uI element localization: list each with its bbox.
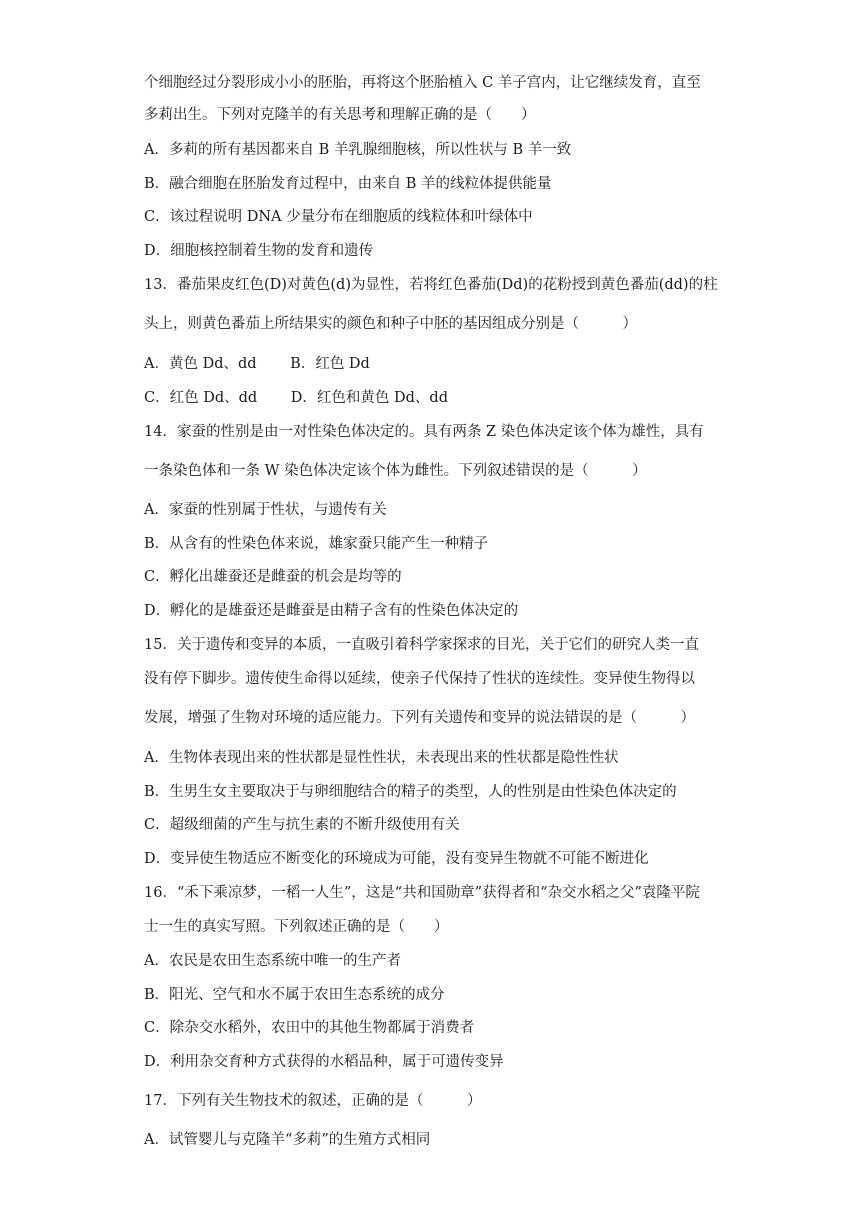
q15-option-c: C．超级细菌的产生与抗生素的不断升级使用有关 — [144, 817, 460, 833]
q16-option-d: D．利用杂交育种方式获得的水稻品种，属于可遗传变异 — [144, 1054, 504, 1070]
q17-stem-line-1: 17．下列有关生物技术的叙述，正确的是（ ） — [144, 1093, 482, 1109]
q14-stem-line-1: 14．家蚕的性别是由一对性染色体决定的。具有两条 Z 染色体决定该个体为雄性，具有 — [144, 424, 704, 440]
q15-stem-line-2: 没有停下脚步。遗传使生命得以延续，使亲子代保持了性状的连续性。变异使生物得以 — [144, 671, 695, 687]
q16-option-b: B．阳光、空气和水不属于农田生态系统的成分 — [144, 987, 445, 1003]
q16-stem-line-1: 16．“禾下乘凉梦，一稻一人生”，这是“共和国勋章”获得者和“杂交水稻之父”袁隆平院 — [144, 885, 700, 901]
q16-option-c: C．除杂交水稻外，农田中的其他生物都属于消费者 — [144, 1020, 475, 1036]
q14-option-b: B．从含有的性染色体来说，雄家蚕只能产生一种精子 — [144, 536, 489, 552]
q12-option-a: A．多莉的所有基因都来自 B 羊乳腺细胞核，所以性状与 B 羊一致 — [144, 142, 572, 158]
q14-option-d: D．孵化的是雄蚕还是雌蚕是由精子含有的性染色体决定的 — [144, 603, 519, 619]
q12-option-c: C．该过程说明 DNA 少量分布在细胞质的线粒体和叶绿体中 — [144, 209, 533, 225]
q15-stem-line-3: 发展，增强了生物对环境的适应能力。下列有关遗传和变异的说法错误的是（ ） — [144, 710, 695, 726]
q12-option-b: B．融合细胞在胚胎发育过程中，由来自 B 羊的线粒体提供能量 — [144, 176, 552, 192]
q13-stem-line-2: 头上，则黄色番茄上所结果实的颜色和种子中胚的基因组成分别是（ ） — [144, 316, 637, 332]
q15-stem-line-1: 15．关于遗传和变异的本质，一直吸引着科学家探求的目光，关于它们的研究人类一直 — [144, 637, 699, 653]
intro-line-2: 多莉出生。下列对克隆羊的有关思考和理解正确的是（ ） — [144, 107, 536, 123]
q16-stem-line-2: 士一生的真实写照。下列叙述正确的是（ ） — [144, 919, 449, 935]
q16-option-a: A．农民是农田生态系统中唯一的生产者 — [144, 953, 401, 969]
q13-options-ab: A．黄色 Dd、dd B．红色 Dd — [144, 356, 370, 372]
q15-option-a: A．生物体表现出来的性状都是显性性状，未表现出来的性状都是隐性性状 — [144, 750, 619, 766]
q15-option-d: D．变异使生物适应不断变化的环境成为可能，没有变异生物就不可能不断进化 — [144, 851, 649, 867]
q14-option-c: C．孵化出雄蚕还是雌蚕的机会是均等的 — [144, 569, 402, 585]
q14-option-a: A．家蚕的性别属于性状，与遗传有关 — [144, 502, 387, 518]
q12-option-d: D．细胞核控制着生物的发育和遗传 — [144, 243, 374, 259]
q17-option-a: A．试管婴儿与克隆羊“多莉”的生殖方式相同 — [144, 1132, 431, 1148]
q13-stem-line-1: 13．番茄果皮红色(D)对黄色(d)为显性，若将红色番茄(Dd)的花粉授到黄色番茄(dd)的柱 — [144, 277, 718, 293]
q13-options-cd: C．红色 Dd、dd D．红色和黄色 Dd、dd — [144, 390, 448, 406]
q15-option-b: B．生男生女主要取决于与卵细胞结合的精子的类型，人的性别是由性染色体决定的 — [144, 784, 677, 800]
q14-stem-line-2: 一条染色体和一条 W 染色体决定该个体为雌性。下列叙述错误的是（ ） — [144, 463, 647, 479]
intro-line-1: 个细胞经过分裂形成小小的胚胎，再将这个胚胎植入 C 羊子宫内，让它继续发育，直至 — [144, 75, 701, 91]
